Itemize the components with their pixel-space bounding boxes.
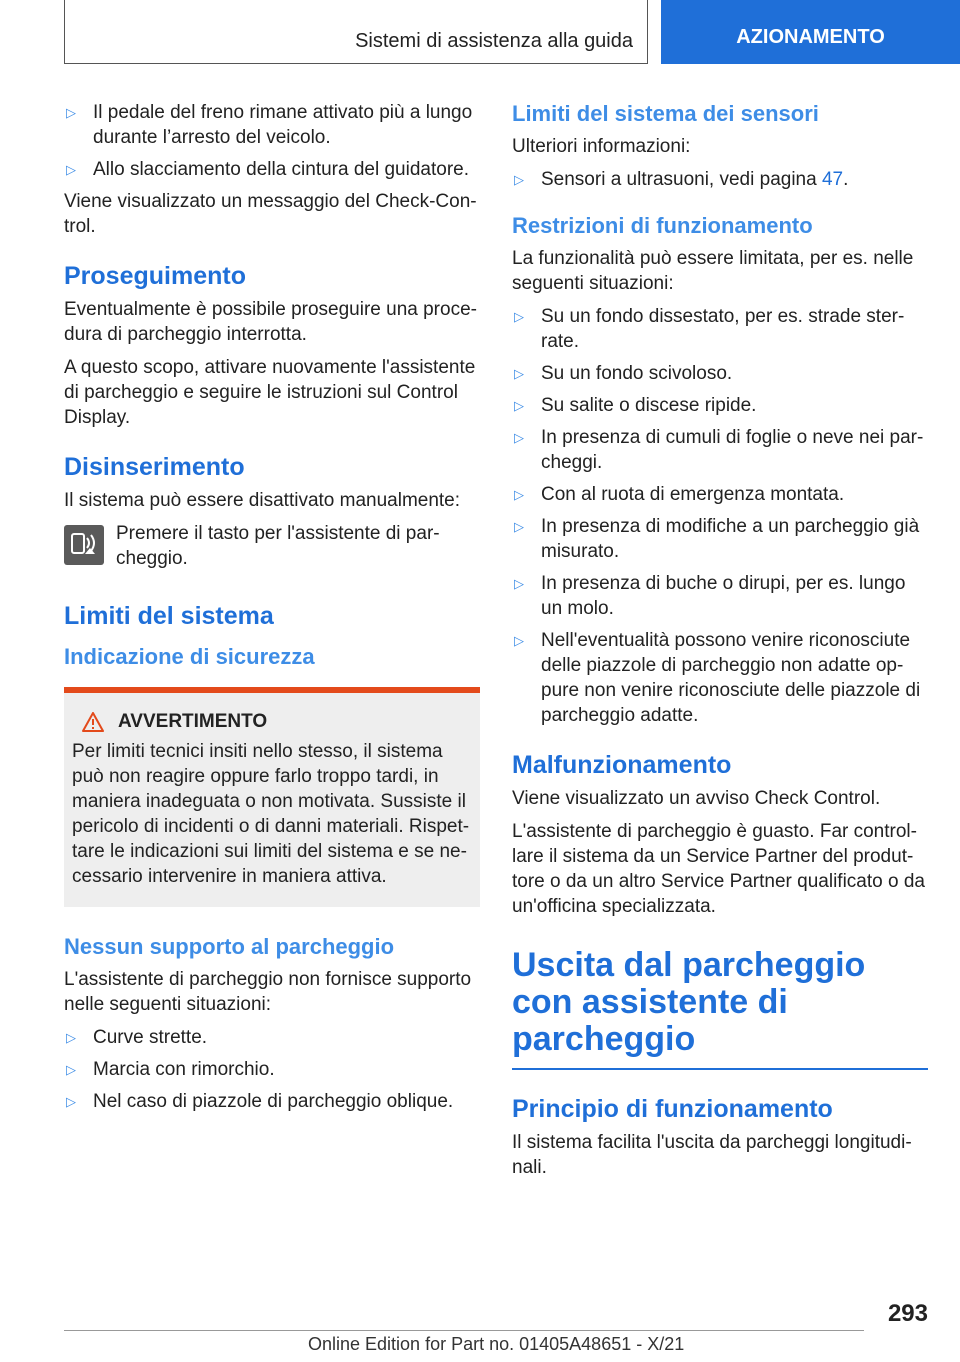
list-item: ▷ Su un fondo scivoloso. [514,363,733,384]
page-number: 293 [887,1300,928,1327]
list-item: ▷ Il pedale del freno rimane attivato più a lungo durante l’arresto del veicolo. [66,102,473,148]
list-item: ▷ Nel caso di piazzole di parcheggio oblique. [66,1091,454,1112]
left-column [64,100,480,1121]
list-item: ▷ Sensori a ultrasuoni, vedi pagina 47. [514,169,849,190]
list-item: ▷ Allo slacciamento della cintura del guidatore. [66,159,469,180]
warning-box [64,687,480,907]
button-instruction [64,521,480,571]
bullet-triangle-icon: ▷ [514,398,524,413]
heading-malfunzionamento: Malfunzionamento [512,751,732,779]
sensor-list [512,167,928,192]
bullet-triangle-icon: ▷ [514,309,524,324]
bullet-triangle-icon: ▷ [514,576,524,591]
heading-disinserimento: Disinserimento [64,453,245,481]
bullet-triangle-icon: ▷ [514,519,524,534]
heading-limiti: Limiti del sistema [64,602,274,630]
brake-list [64,100,480,182]
footer-divider [64,1330,864,1331]
list-item: ▷ Marcia con rimorchio. [66,1059,275,1080]
list-item: ▷ In presenza di cumuli di foglie o neve nei par-cheggi. [514,427,924,473]
heading-proseguimento: Proseguimento [64,262,246,290]
list-item: ▷ Nell'eventualità possono venire riconosciute delle piazzole di parcheggio non adatte op-pure non venire riconosciute delle piazzole di parcheggio adatte. [514,630,921,726]
major-heading-block [512,947,928,1070]
paragraph: Ulteriori informazioni: [512,136,691,157]
bullet-triangle-icon: ▷ [66,1062,76,1077]
bullet-triangle-icon: ▷ [514,172,524,187]
header-section-box [64,0,648,64]
heading-uscita: Uscita dal parcheggio con assistente di parcheggio [512,946,866,1058]
heading-restrizioni: Restrizioni di funzionamento [512,213,813,238]
page-link-47[interactable]: 47 [821,169,844,190]
bullet-triangle-icon: ▷ [514,430,524,445]
heading-principio: Principio di funzionamento [512,1095,833,1123]
bullet-triangle-icon: ▷ [66,105,76,120]
right-column [512,100,928,1188]
warning-triangle-icon [82,712,104,732]
list-item: ▷ In presenza di modifiche a un parcheggio già misurato. [514,516,920,562]
bullet-triangle-icon: ▷ [66,162,76,177]
paragraph: Eventualmente è possibile proseguire una proce-dura di parcheggio interrotta. [64,299,477,345]
footer-edition: Online Edition for Part no. 01405A48651 - X/21 [308,1334,685,1354]
header-chapter-tab: AZIONAMENTO [661,0,960,64]
list-item: ▷ Curve strette. [66,1027,208,1048]
paragraph: L'assistente di parcheggio non fornisce supporto nelle seguenti situazioni: [64,969,472,1015]
list-item: ▷ In presenza di buche o dirupi, per es. lungo un molo. [514,573,906,619]
paragraph: L'assistente di parcheggio è guasto. Far control-lare il sistema da un Service Partner del produt-tore o da un altro Service Partner qualificato o da un'officina specializzata. [512,821,925,917]
list-item: ▷ Con al ruota di emergenza montata. [514,484,845,505]
heading-indicazione: Indicazione di sicurezza [64,644,315,669]
heading-limiti-sensori: Limiti del sistema dei sensori [512,101,819,126]
list-item: ▷ Su un fondo dissestato, per es. strade ster-rate. [514,306,905,352]
paragraph: Viene visualizzato un avviso Check Control. [512,788,881,809]
list-item: ▷ Su salite o discese ripide. [514,395,757,416]
paragraph: Il sistema facilita l'uscita da parcheggi longitudi-nali. [512,1132,912,1178]
paragraph-check-control: Viene visualizzato un messaggio del Check-Con-trol. [64,191,477,237]
paragraph: La funzionalità può essere limitata, per es. nelle seguenti situazioni: [512,248,914,294]
paragraph: Premere il tasto per l'assistente di par-cheggio. [116,523,440,569]
header-section-title: Sistemi di assistenza alla guida [355,30,633,52]
bullet-triangle-icon: ▷ [66,1094,76,1109]
warning-text: Per limiti tecnici insiti nello stesso, il sistema può non reagire oppure farlo troppo tardi, in maniera inadeguata o non motivata. Sussiste il pericolo di incidenti o di danni materiali. Rispet-tare le indicazioni sui limiti del sistema e se ne-cessario intervenire in maniera attiva. [72,741,470,887]
heading-nessun-supporto: Nessun supporto al parcheggio [64,934,395,959]
bullet-triangle-icon: ▷ [514,487,524,502]
no-support-list [64,1025,480,1114]
bullet-triangle-icon: ▷ [514,633,524,648]
warning-title: AVVERTIMENTO [72,711,472,733]
paragraph: A questo scopo, attivare nuovamente l'assistente di parcheggio e seguire le istruzioni sul Control Display. [64,357,476,428]
bullet-triangle-icon: ▷ [514,366,524,381]
restriction-list [512,304,928,728]
paragraph: Il sistema può essere disattivato manualmente: [64,490,461,511]
parking-assistant-button-icon [64,525,104,565]
bullet-triangle-icon: ▷ [66,1030,76,1045]
